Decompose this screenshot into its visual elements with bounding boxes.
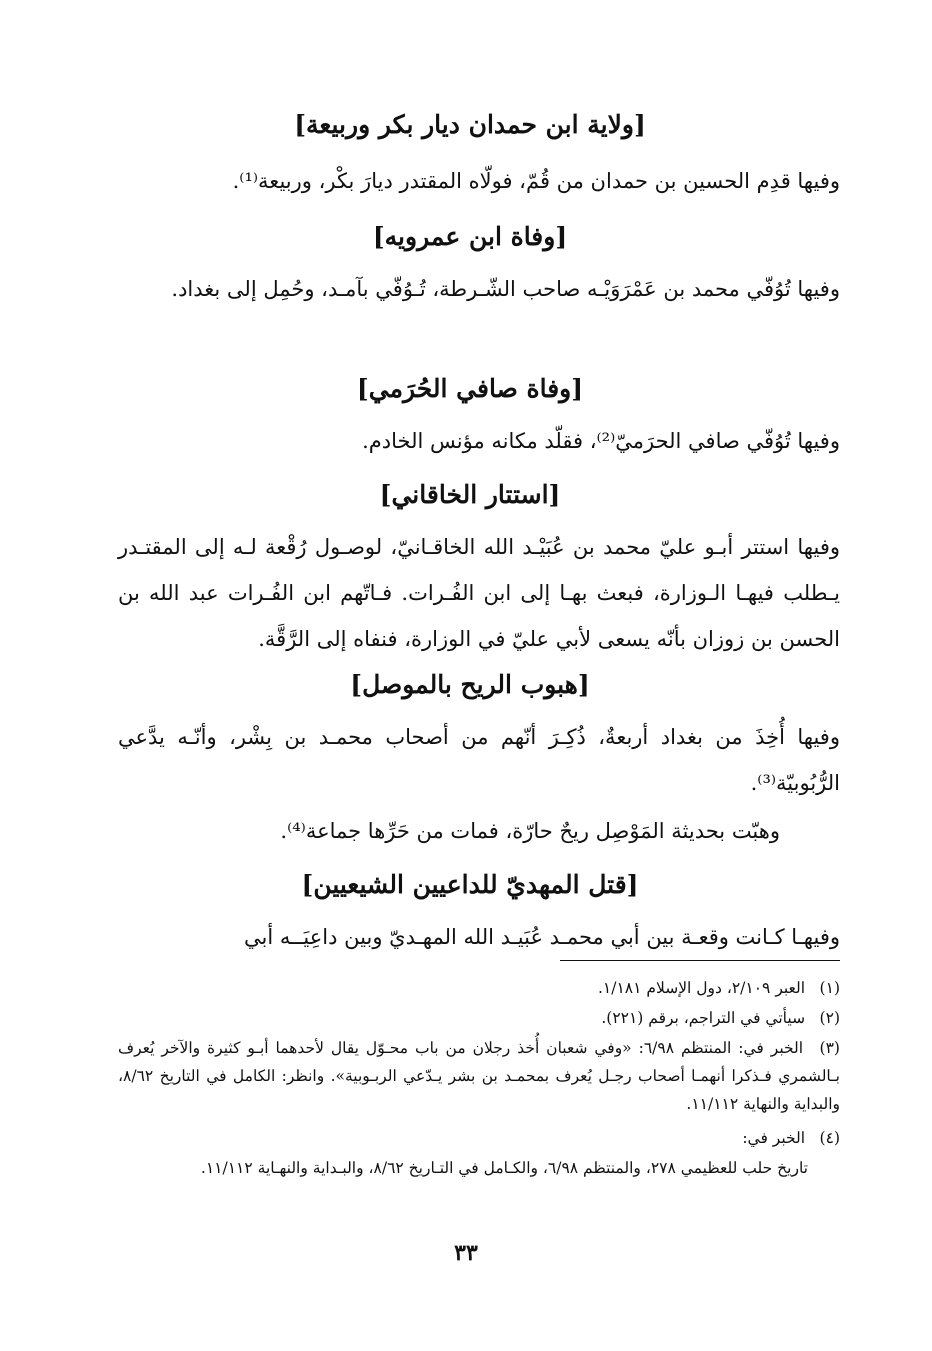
paragraph-ibn-amruyah: وفيها تُوُفّي محمد بن عَمْرَوَيْـه صاحب الشّـرطة، تُـوُفّي بآمـد، وحُمِل إلى بغداد. xyxy=(171,277,840,301)
footnote-number: (٢) xyxy=(819,1009,840,1027)
footnote-4-continuation: تاريخ حلب للعظيمي ٢٧٨، والمنتظم ٦/٩٨، والكـامل في التـاريخ ٨/٦٢، والبـداية والنهـاية ١١/١١٢. xyxy=(200,1159,808,1177)
footnote-number: (١) xyxy=(819,979,840,997)
paragraph-khaqani: وفيها استتر أبـو عليّ محمد بن عُبَيْـد الله الخاقـانيّ، لوصـول رُقْعة لـه إلى المقتـدر يـطلب فيهـا الـوزارة، فبعث بهـا إلى ابن الفُـرات. فـاتّهم ابن الفُـرات عبد الله بن الحسن بن زوزان بأنّه يسعى لأبي عليّ في الوزارة، فنفاه إلى الرَّقَّة. xyxy=(118,535,840,651)
footnote-3 xyxy=(118,1034,840,1118)
footnote-number: (٤) xyxy=(819,1129,840,1147)
section-heading-ibn-amruyah: [وفاة ابن عمرويه] xyxy=(372,222,568,251)
section-heading-safi-al-harami: [وفاة صافي الحُرَمي] xyxy=(356,374,584,403)
footnote-2 xyxy=(118,1004,840,1032)
footnote-text: العبر ٢/١٠٩، دول الإسلام ١/١٨١. xyxy=(597,979,806,997)
paragraph-mosul-wind: وهبّت بحديثة المَوْصِل ريحٌ حارّة، فمات من حَرِّها جماعة⁽⁴⁾. xyxy=(280,819,780,843)
footnote-text: الخبر في: المنتظم ٦/٩٨: «وفي شعبان أُخذ رجلان من باب محـوّل يقال لأحدهما أبـو كثيرة والآخر يُعرف بـالشمري فـذكرا أنهمـا أصحاب رجـل يُعرف بمحمـد بن بشر يـدّعي الربـوبية». وانظر: الكامل في التاريخ ٨/٦٢، والبداية والنهاية ١١/١١٢. xyxy=(118,1039,840,1113)
footnote-number: (٣) xyxy=(819,1039,840,1057)
footnote-1 xyxy=(118,974,840,1002)
section-heading-mosul-wind: [هبوب الريح بالموصل] xyxy=(350,670,590,699)
footnote-4 xyxy=(118,1124,840,1152)
section-heading-ibn-hamdan: [ولاية ابن حمدان ديار بكر وربيعة] xyxy=(294,110,646,139)
footnote-text: سيأتي في التراجم، برقم (٢٢١). xyxy=(601,1009,806,1027)
section-heading-mahdi: [قتل المهديّ للداعيين الشيعيين] xyxy=(301,870,639,899)
section-heading-khaqani: [استتار الخاقاني] xyxy=(379,480,561,509)
footnote-divider xyxy=(560,960,840,961)
page-number: ٣٣ xyxy=(454,1240,478,1266)
paragraph-safi-al-harami: وفيها تُوُفّي صافي الحرَميّ⁽²⁾، فقلّد مكانه مؤنس الخادم. xyxy=(362,429,840,453)
paragraph-mahdi: وفيهـا كـانت وقعـة بين أبي محمـد عُبَيـد الله المهـديّ وبين داعِيَــه أبي xyxy=(244,925,840,949)
paragraph-ibn-hamdan: وفيها قدِم الحسين بن حمدان من قُمّ، فولّاه المقتدر ديارَ بكْر، وربيعة⁽¹⁾. xyxy=(232,169,840,193)
footnote-text: الخبر في: xyxy=(742,1129,806,1147)
paragraph-mosul-arrest: وفيها أُخِذَ من بغداد أربعةٌ، ذُكِـرَ أنّهم من أصحاب محمـد بن بِشْر، وأنّـه يدَّعي الرُّبُوبيّة⁽³⁾. xyxy=(118,725,840,795)
